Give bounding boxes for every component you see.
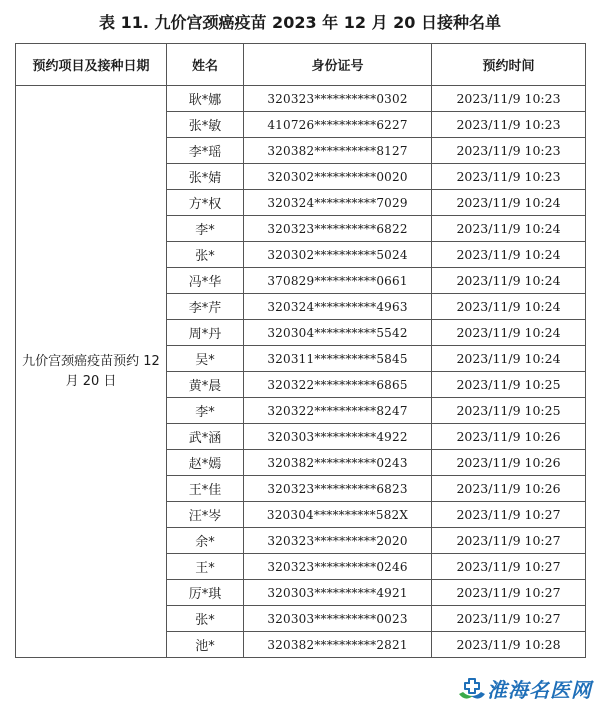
- table-header-row: [16, 44, 586, 86]
- header-id-number: 身份证号: [244, 44, 432, 86]
- name-cell: 张*婧: [167, 164, 244, 190]
- project-date-cell: 九价宫颈癌疫苗预约 12 月 20 日: [16, 86, 167, 658]
- appointment-time-cell: 2023/11/9 10:26: [432, 424, 586, 450]
- id-number-cell: 320382**********0243: [244, 450, 432, 476]
- header-project-date: 预约项目及接种日期: [16, 44, 167, 86]
- name-cell: 张*敏: [167, 112, 244, 138]
- appointment-time-cell: 2023/11/9 10:27: [432, 502, 586, 528]
- name-cell: 李*芹: [167, 294, 244, 320]
- appointment-time-cell: 2023/11/9 10:25: [432, 398, 586, 424]
- name-cell: 周*丹: [167, 320, 244, 346]
- name-cell: 武*涵: [167, 424, 244, 450]
- appointment-time-cell: 2023/11/9 10:26: [432, 450, 586, 476]
- site-watermark: [455, 672, 595, 702]
- id-number-cell: 320324**********4963: [244, 294, 432, 320]
- id-number-cell: 320322**********6865: [244, 372, 432, 398]
- id-number-cell: 320382**********2821: [244, 632, 432, 658]
- name-cell: 张*: [167, 242, 244, 268]
- name-cell: 李*瑶: [167, 138, 244, 164]
- id-number-cell: 320304**********5542: [244, 320, 432, 346]
- appointment-time-cell: 2023/11/9 10:24: [432, 294, 586, 320]
- medical-cross-hands-icon: [455, 672, 489, 702]
- appointment-time-cell: 2023/11/9 10:23: [432, 138, 586, 164]
- id-number-cell: 320303**********0023: [244, 606, 432, 632]
- name-cell: 汪*岑: [167, 502, 244, 528]
- header-appointment-time: 预约时间: [432, 44, 586, 86]
- id-number-cell: 320323**********0246: [244, 554, 432, 580]
- header-name: 姓名: [167, 44, 244, 86]
- name-cell: 李*: [167, 398, 244, 424]
- id-number-cell: 320303**********4921: [244, 580, 432, 606]
- name-cell: 赵*嫣: [167, 450, 244, 476]
- id-number-cell: 320323**********2020: [244, 528, 432, 554]
- appointment-time-cell: 2023/11/9 10:23: [432, 164, 586, 190]
- id-number-cell: 320323**********0302: [244, 86, 432, 112]
- id-number-cell: 320322**********8247: [244, 398, 432, 424]
- name-cell: 王*佳: [167, 476, 244, 502]
- id-number-cell: 320303**********4922: [244, 424, 432, 450]
- appointment-time-cell: 2023/11/9 10:24: [432, 346, 586, 372]
- watermark-text: 淮海名医网: [487, 678, 592, 702]
- name-cell: 王*: [167, 554, 244, 580]
- id-number-cell: 320323**********6822: [244, 216, 432, 242]
- appointment-time-cell: 2023/11/9 10:27: [432, 528, 586, 554]
- document-title: 表 11. 九价宫颈癌疫苗 2023 年 12 月 20 日接种名单: [99, 13, 501, 32]
- name-cell: 张*: [167, 606, 244, 632]
- appointment-time-cell: 2023/11/9 10:24: [432, 216, 586, 242]
- id-number-cell: 320324**********7029: [244, 190, 432, 216]
- id-number-cell: 370829**********0661: [244, 268, 432, 294]
- appointment-time-cell: 2023/11/9 10:23: [432, 112, 586, 138]
- name-cell: 黄*晨: [167, 372, 244, 398]
- id-number-cell: 320323**********6823: [244, 476, 432, 502]
- id-number-cell: 410726**********6227: [244, 112, 432, 138]
- name-cell: 冯*华: [167, 268, 244, 294]
- name-cell: 吴*: [167, 346, 244, 372]
- appointment-time-cell: 2023/11/9 10:23: [432, 86, 586, 112]
- name-cell: 池*: [167, 632, 244, 658]
- appointment-time-cell: 2023/11/9 10:24: [432, 242, 586, 268]
- table-row: [16, 86, 586, 112]
- id-number-cell: 320302**********0020: [244, 164, 432, 190]
- name-cell: 厉*琪: [167, 580, 244, 606]
- appointment-time-cell: 2023/11/9 10:28: [432, 632, 586, 658]
- appointment-time-cell: 2023/11/9 10:25: [432, 372, 586, 398]
- appointment-time-cell: 2023/11/9 10:27: [432, 580, 586, 606]
- appointment-time-cell: 2023/11/9 10:24: [432, 268, 586, 294]
- appointment-time-cell: 2023/11/9 10:26: [432, 476, 586, 502]
- appointment-time-cell: 2023/11/9 10:27: [432, 606, 586, 632]
- id-number-cell: 320304**********582X: [244, 502, 432, 528]
- appointment-time-cell: 2023/11/9 10:24: [432, 320, 586, 346]
- name-cell: 余*: [167, 528, 244, 554]
- name-cell: 耿*娜: [167, 86, 244, 112]
- vaccination-list-table: [15, 43, 586, 658]
- id-number-cell: 320382**********8127: [244, 138, 432, 164]
- appointment-time-cell: 2023/11/9 10:27: [432, 554, 586, 580]
- id-number-cell: 320311**********5845: [244, 346, 432, 372]
- name-cell: 李*: [167, 216, 244, 242]
- name-cell: 方*权: [167, 190, 244, 216]
- appointment-time-cell: 2023/11/9 10:24: [432, 190, 586, 216]
- id-number-cell: 320302**********5024: [244, 242, 432, 268]
